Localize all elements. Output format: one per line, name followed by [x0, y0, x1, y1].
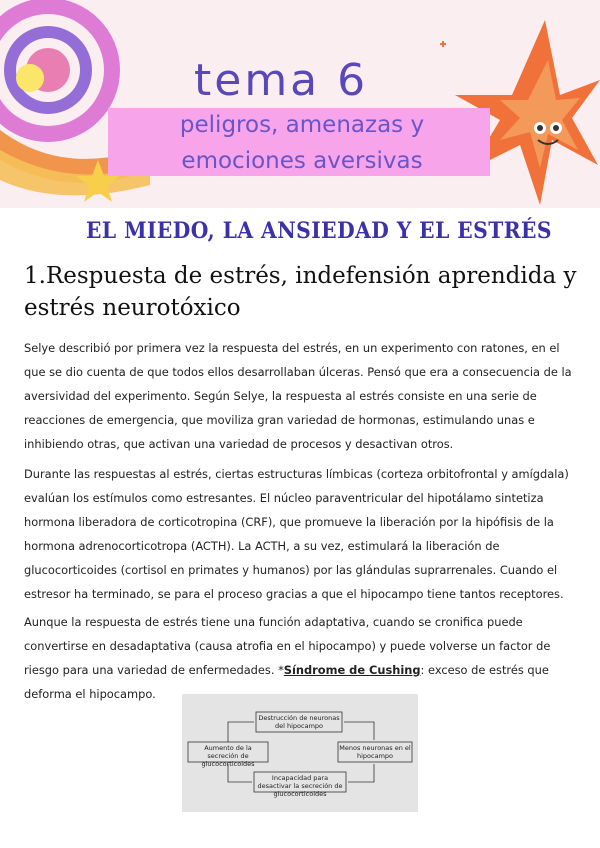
paragraph-2: Durante las respuestas al estrés, ciertas estructuras límbicas (corteza orbitofrontal y amígdala) evalúan los estímulos como estresantes. El núcleo paraventricular del hipotálamo sintetiza hormona liberadora de corticotropina (CRF), que promueve la liberación por la hipófisis de la hormona adrenocorticotropa (ACTH). La ACTH, a su vez, estimulará la liberación de glucocorticoides (cortisol en primates y humanos) por las glándulas suprarrenales. Cuando el estresor ha terminado, se para el proceso gracias a que el hipocampo tiene tantos receptores. [24, 467, 569, 601]
paragraph-3-start: Aunque la respuesta de estrés tiene una función adaptativa, cuando se cronifica puede convertirse en desadaptativa (causa atrofia en el hipocampo) y puede volverse un factor de riesgo para una variedad de enfermedades. * [24, 615, 551, 677]
stress-cycle-diagram [182, 694, 418, 812]
diagram-right: Menos neuronas en el hipocampo [339, 744, 411, 760]
heading: 1.Respuesta de estrés, indefensión aprendida y estrés neurotóxico [24, 263, 577, 321]
paragraph-1: Selye describió por primera vez la respuesta del estrés, en un experimento con ratones, en el que se dio cuenta de que todos ellos desarrollaban úlceras. Pensó que era a consecuencia de la aversividad del experimento. Según Selye, la respuesta al estrés consiste en una serie de reacciones de emergencia, que moviliza gran variedad de hormonas, estimulando unas e inhibiendo otras, que activan una variedad de procesos y desactivan otros. [24, 341, 572, 451]
diagram-left: Aumento de la secreción de glucocorticoides [201, 744, 255, 768]
subtitle-line-1: peligros, amenazas y [179, 112, 425, 138]
cushing-term: Síndrome de Cushing [283, 663, 421, 677]
paragraph-3 [24, 610, 580, 706]
diagram-top: Destrucción de neuronas del hipocampo [258, 714, 340, 730]
diagram-bottom: Incapacidad para desactivar la secreción de glucocorticoides [257, 774, 343, 798]
subtitle-line-2: emociones aversivas [181, 148, 423, 174]
paragraph-3-end: : exceso de estrés que deforma el hipocampo. [24, 663, 549, 701]
section-title: EL MIEDO, LA ANSIEDAD Y EL ESTRÉS [86, 218, 552, 244]
header-banner [0, 0, 600, 208]
page-title: tema 6 [194, 55, 369, 106]
